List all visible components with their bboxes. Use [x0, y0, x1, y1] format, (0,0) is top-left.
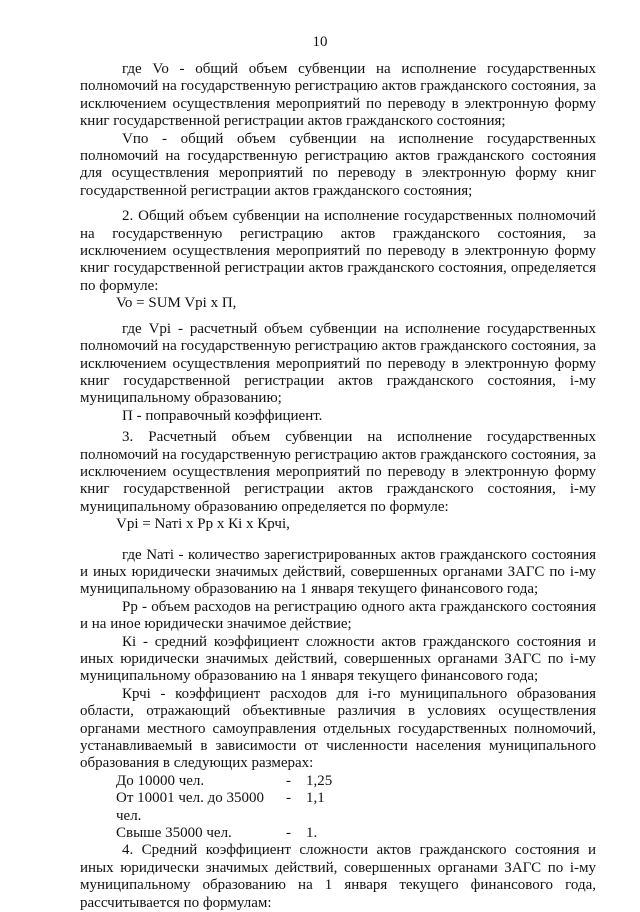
- paragraph-section-4: 4. Средний коэффициент сложности актов гражданского состояния и иных юридически значимых действий, совершенных органами ЗАГС по i-му муниципальному образованию на 1 января текущего финансового года, рассчитывается по формулам:: [80, 842, 596, 911]
- paragraph-nati-definition: где Nатi - количество зарегистрированных актов гражданского состояния и иных юридически значимых действий, совершенных органами ЗАГС по i-му муниципальному образованию на 1 января текущего финансового года;: [80, 546, 596, 598]
- formula-vpi: Vpi = Nатi x Рр x Кi x Крчi,: [116, 516, 290, 533]
- paragraph-vpo-definition: Vпо - общий объем субвенции на исполнение государственных полномочий на государственную регистрацию актов гражданского состояния для осуществления мероприятий по переводу в электронную форму книг государственной регистрации актов гражданского состояния;: [80, 130, 596, 199]
- population-coefficient-list: [80, 773, 596, 843]
- paragraph-rr-definition: Рр - объем расходов на регистрацию одного акта гражданского состояния и на иное юридически значимое действие;: [80, 598, 596, 633]
- coefficient-row: [116, 790, 596, 825]
- paragraph-correction-coefficient: П - поправочный коэффициент.: [122, 407, 323, 424]
- coefficient-label: От 10001 чел. до 35000 чел.: [116, 790, 264, 824]
- paragraph-section-3: 3. Расчетный объем субвенции на исполнение государственных полномочий на государственную регистрацию актов гражданского состояния, за исключением осуществления мероприятий по переводу в электронную форму книг государственной регистрации актов гражданского состояния, i-му муниципальному образованию определяется по формуле:: [80, 429, 596, 515]
- paragraph-section-2: 2. Общий объем субвенции на исполнение государственных полномочий на государственную регистрацию актов гражданского состояния, за исключением осуществления мероприятий по переводу в электронную форму книг государственной регистрации актов гражданского состояния, определяется по формуле:: [80, 208, 596, 294]
- formula-vo: Vo = SUM Vpi x П,: [116, 295, 237, 312]
- document-body: [80, 61, 596, 912]
- paragraph-vo-definition: где Vo - общий объем субвенции на исполнение государственных полномочий на государственную регистрацию актов гражданского состояния, за исключением осуществления мероприятий по переводу в электронную форму книг государственной регистрации актов гражданского состояния;: [80, 61, 596, 130]
- paragraph-krchi-definition: Крчi - коэффициент расходов для i-го муниципального образования области, отражающий объективные различия в условиях осуществления органами местного самоуправления отдельных государственных полномочий, устанавливаемый в зависимости от численности населения муниципального образования в следующих размерах:: [80, 685, 596, 772]
- coefficient-row: [116, 825, 596, 842]
- paragraph-vpi-definition: где Vpi - расчетный объем субвенции на исполнение государственных полномочий на государственную регистрацию актов гражданского состояния, за исключением осуществления мероприятий по переводу в электронную форму книг государственной регистрации актов гражданского состояния, i-му муниципальному образованию;: [80, 320, 596, 407]
- paragraph-ki-definition: Кi - средний коэффициент сложности актов гражданского состояния и иных юридически значимых действий, совершенных органами ЗАГС по i-му муниципальному образованию на 1 января текущего финансового года;: [80, 633, 596, 685]
- coefficient-value: 1,25: [306, 772, 333, 789]
- coefficient-label: До 10000 чел.: [116, 772, 205, 789]
- coefficient-row: [116, 773, 596, 790]
- coefficient-dash: -: [286, 772, 291, 789]
- coefficient-label: Свыше 35000 чел.: [116, 825, 232, 842]
- coefficient-dash: -: [286, 790, 291, 807]
- coefficient-dash: -: [286, 825, 291, 842]
- coefficient-value: 1.: [306, 825, 318, 842]
- coefficient-value: 1,1: [306, 790, 325, 807]
- page-number: 10: [312, 34, 328, 50]
